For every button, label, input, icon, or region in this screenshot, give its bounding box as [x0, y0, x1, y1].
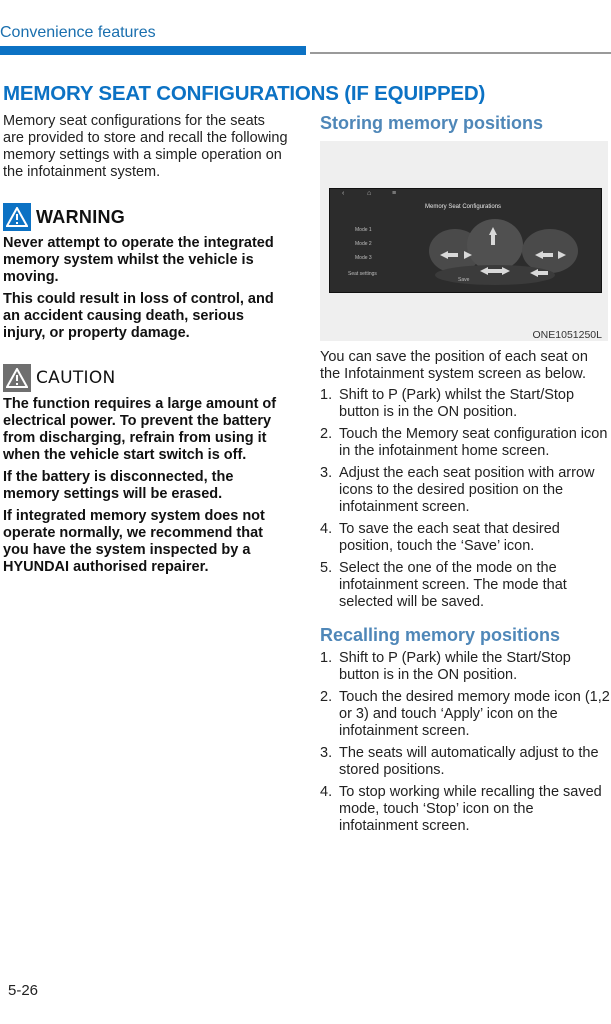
warning-paragraph: This could result in loss of control, and an accident causing death, serious injury, or property damage. — [3, 291, 274, 341]
section-header: Convenience features — [0, 24, 156, 41]
right-column — [320, 113, 611, 840]
step-text: Shift to P (Park) while the Start/Stop button is in the ON position. — [339, 650, 571, 683]
infotainment-screen — [329, 188, 602, 293]
step-number: 4. — [320, 521, 333, 537]
step-text: Shift to P (Park) whilst the Start/Stop button is in the ON position. — [339, 387, 575, 420]
step-text: Touch the desired memory mode icon (1,2 or 3) and touch ‘Apply’ icon on the infotainment screen. — [339, 689, 610, 739]
step-number: 1. — [320, 650, 333, 666]
step-number: 4. — [320, 784, 333, 800]
caution-block — [3, 364, 289, 576]
warning-heading — [3, 203, 289, 231]
storing-intro: You can save the position of each seat on the Infotainment system screen as below. — [320, 349, 588, 382]
seat-illustration — [400, 209, 600, 289]
step-text: Adjust the each seat position with arrow icons to the desired position on the infotainment screen. — [339, 465, 595, 515]
mode-item: Mode 1 — [355, 227, 372, 233]
caution-heading — [3, 364, 289, 392]
intro-text: Memory seat configurations for the seats are provided to store and recall the following memory settings with a simple operation on the infotainment system. — [3, 113, 288, 180]
page-title: MEMORY SEAT CONFIGURATIONS (IF EQUIPPED) — [3, 82, 486, 105]
screen-topbar — [330, 189, 601, 201]
caution-paragraph: If the battery is disconnected, the memory settings will be erased. — [3, 469, 234, 502]
warning-label: WARNING — [36, 206, 126, 227]
list-item — [320, 745, 611, 779]
step-number: 3. — [320, 465, 333, 481]
seat-settings-label: Seat settings — [348, 271, 377, 277]
caution-paragraph: If integrated memory system does not operate normally, we recommend that you have the system inspected by a HYUNDAI authorised repairer. — [3, 508, 265, 575]
menu-icon: ≡ — [392, 190, 397, 197]
recalling-steps — [320, 650, 611, 835]
step-text: To save the each seat that desired position, touch the ‘Save’ icon. — [339, 521, 560, 554]
save-label: Save — [458, 277, 470, 283]
warning-paragraph: Never attempt to operate the integrated memory system whilst the vehicle is moving. — [3, 235, 274, 285]
home-icon: ⌂ — [367, 190, 372, 197]
list-item — [320, 426, 611, 460]
list-item — [320, 465, 611, 516]
page-number: 5-26 — [8, 982, 39, 999]
back-icon: ‹ — [342, 190, 345, 197]
header-rule-gray — [310, 52, 611, 54]
step-number: 2. — [320, 426, 333, 442]
mode-item: Mode 2 — [355, 241, 372, 247]
warning-triangle-icon — [3, 203, 31, 231]
step-text: The seats will automatically adjust to the stored positions. — [339, 745, 599, 778]
list-item — [320, 387, 611, 421]
step-text: Touch the Memory seat configuration icon in the infotainment home screen. — [339, 426, 608, 459]
warning-block — [3, 203, 289, 342]
figure-code: ONE1051250L — [532, 329, 602, 341]
storing-steps — [320, 387, 611, 611]
caution-label: CAUTION — [36, 368, 116, 388]
left-column — [3, 113, 289, 576]
step-number: 1. — [320, 387, 333, 403]
caution-triangle-icon — [3, 364, 31, 392]
step-number: 3. — [320, 745, 333, 761]
mode-item: Mode 3 — [355, 255, 372, 261]
storing-heading: Storing memory positions — [320, 113, 544, 133]
list-item — [320, 784, 611, 835]
list-item — [320, 521, 611, 555]
infotainment-figure — [320, 141, 608, 341]
list-item — [320, 689, 611, 740]
step-text: To stop working while recalling the saved mode, touch ‘Stop’ icon on the infotainment screen. — [339, 784, 602, 834]
header-rule-blue — [0, 46, 306, 55]
caution-paragraph: The function requires a large amount of electrical power. To prevent the battery from discharging, refrain from using it when the vehicle start switch is off. — [3, 396, 277, 463]
list-item — [320, 560, 611, 611]
list-item — [320, 650, 611, 684]
screen-title: Memory Seat Configurations — [425, 204, 502, 210]
step-number: 2. — [320, 689, 333, 705]
recalling-heading: Recalling memory positions — [320, 625, 561, 645]
step-text: Select the one of the mode on the infotainment screen. The mode that selected will be saved. — [339, 560, 567, 610]
step-number: 5. — [320, 560, 333, 576]
